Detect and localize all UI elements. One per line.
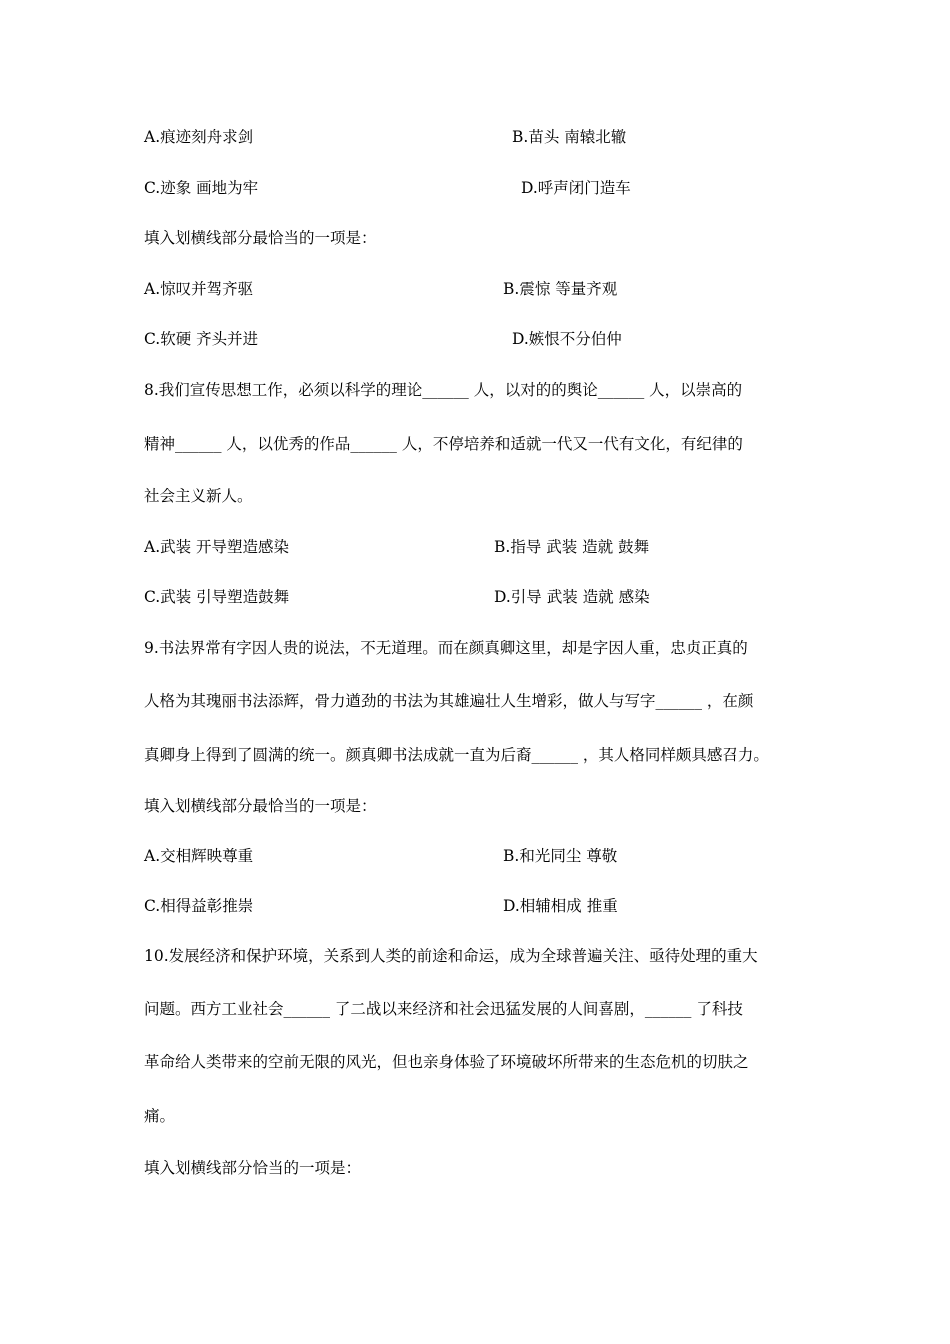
option-b: B.指导 武装 造就 鼓舞 bbox=[494, 538, 650, 556]
question-10-line-4: 痛。 bbox=[144, 1107, 176, 1125]
option-d: D.呼声闭门造车 bbox=[521, 179, 631, 197]
question-prompt: 填入划横线部分最恰当的一项是： bbox=[144, 229, 377, 247]
option-c: C.相得益彰推崇 bbox=[144, 897, 254, 915]
question-8-line-3: 社会主义新人。 bbox=[144, 487, 253, 505]
option-a: A.交相辉映尊重 bbox=[144, 847, 254, 865]
question-9-line-3: 真卿身上得到了圆满的统一。颜真卿书法成就一直为后裔______ ，其人格同样颇具感召力。 bbox=[144, 746, 769, 764]
option-c: C.武装 引导塑造鼓舞 bbox=[144, 588, 290, 606]
question-10-line-3: 革命给人类带来的空前无限的风光，但也亲身体验了环境破坏所带来的生态危机的切肤之 bbox=[144, 1053, 749, 1071]
question-prompt: 填入划横线部分最恰当的一项是： bbox=[144, 797, 377, 815]
option-c: C.迹象 画地为牢 bbox=[144, 179, 259, 197]
question-8-line-2: 精神______ 人，以优秀的作品______ 人，不停培养和适就一代又一代有文化，有纪律的 bbox=[144, 435, 743, 453]
option-b: B.震惊 等量齐观 bbox=[503, 280, 618, 298]
question-9-line-1: 9.书法界常有字因人贵的说法，不无道理。而在颜真卿这里，却是字因人重，忠贞正真的 bbox=[144, 639, 748, 657]
question-8-line-1: 8.我们宣传思想工作，必须以科学的理论______ 人，以对的的舆论______ 人，以崇高的 bbox=[144, 381, 743, 399]
option-a: A.武装 开导塑造感染 bbox=[144, 538, 290, 556]
option-d: D.相辅相成 推重 bbox=[503, 897, 618, 915]
option-b: B.和光同尘 尊敬 bbox=[503, 847, 618, 865]
option-d: D.引导 武装 造就 感染 bbox=[494, 588, 650, 606]
question-9-line-2: 人格为其瑰丽书法添辉，骨力遒劲的书法为其雄遍壮人生增彩，做人与写字______ ，在颜 bbox=[144, 692, 754, 710]
option-b: B.苗头 南辕北辙 bbox=[512, 128, 627, 146]
question-prompt: 填入划横线部分恰当的一项是： bbox=[144, 1159, 362, 1177]
question-10-line-2: 问题。西方工业社会______ 了二战以来经济和社会迅猛发展的人间喜剧，______ 了科技 bbox=[144, 1000, 743, 1018]
option-d: D.嫉恨不分伯仲 bbox=[512, 330, 622, 348]
option-a: A.惊叹并驾齐驱 bbox=[144, 280, 254, 298]
option-a: A.痕迹刻舟求剑 bbox=[144, 128, 254, 146]
option-c: C.软硬 齐头并进 bbox=[144, 330, 259, 348]
question-10-line-1: 10.发展经济和保护环境，关系到人类的前途和命运，成为全球普遍关注、亟待处理的重大 bbox=[144, 947, 758, 965]
